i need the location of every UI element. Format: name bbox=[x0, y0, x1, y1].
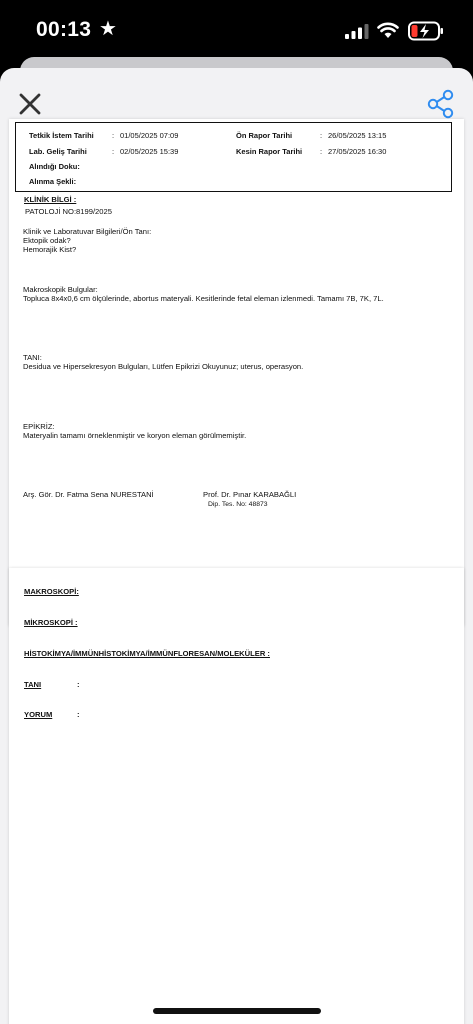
tetkik-value: 01/05/2025 07:09 bbox=[120, 131, 179, 140]
share-icon[interactable] bbox=[426, 89, 456, 119]
signal-icon bbox=[345, 24, 369, 39]
report-header-box bbox=[15, 122, 452, 192]
home-indicator[interactable] bbox=[153, 1008, 321, 1014]
report-page-2 bbox=[9, 568, 464, 1024]
tani-text: Desidua ve Hipersekresyon Bulguları, Lütfen Epikrizi Okuyunuz; uterus, operasyon. bbox=[23, 362, 304, 371]
colon: : bbox=[77, 710, 80, 719]
klinik-line-1: Ektopik odak? bbox=[23, 236, 71, 245]
makro-text: Topluca 8x4x0,6 cm ölçülerinde, abortus materyali. Kesitlerinde fetal eleman izlenmedi. Tamamı 7B, 7K, 7L. bbox=[23, 294, 384, 303]
tani-2-label: TANI bbox=[24, 680, 42, 689]
signer-2: Prof. Dr. Pınar KARABAĞLI bbox=[203, 490, 297, 499]
doku-label: Alındığı Doku: bbox=[29, 162, 80, 171]
colon: : bbox=[77, 680, 80, 689]
sekli-label: Alınma Şekli: bbox=[29, 177, 77, 186]
signer-1: Arş. Gör. Dr. Fatma Sena NURESTANİ bbox=[23, 490, 154, 499]
colon: : bbox=[320, 131, 323, 140]
colon: : bbox=[112, 131, 115, 140]
tetkik-label: Tetkik İstem Tarihi bbox=[29, 131, 94, 140]
lab-label: Lab. Geliş Tarihi bbox=[29, 147, 87, 156]
wifi-icon bbox=[377, 21, 399, 39]
makroskopi-label: MAKROSKOPİ: bbox=[24, 587, 79, 596]
colon: : bbox=[320, 147, 323, 156]
kesin-value: 27/05/2025 16:30 bbox=[328, 147, 387, 156]
patoloji-no: PATOLOJİ NO:8199/2025 bbox=[25, 207, 112, 216]
document-viewer-sheet bbox=[0, 68, 473, 1024]
epikriz-text: Materyalin tamamı örneklenmiştir ve koryon eleman görülmemiştir. bbox=[23, 431, 247, 440]
klinik-lab-label: Klinik ve Laboratuvar Bilgileri/Ön Tanı: bbox=[23, 227, 152, 236]
klinik-bilgi-label: KLİNİK BİLGİ : bbox=[24, 195, 77, 204]
star-icon: ★ bbox=[99, 18, 117, 40]
on-rapor-label: Ön Rapor Tarihi bbox=[236, 131, 293, 140]
status-bar bbox=[0, 0, 473, 62]
lab-value: 02/05/2025 15:39 bbox=[120, 147, 179, 156]
makro-label: Makroskopik Bulgular: bbox=[23, 285, 98, 294]
kesin-label: Kesin Rapor Tarihi bbox=[236, 147, 303, 156]
klinik-line-2: Hemorajik Kist? bbox=[23, 245, 77, 254]
close-icon[interactable] bbox=[18, 92, 42, 116]
report-page-1 bbox=[9, 119, 464, 626]
colon: : bbox=[112, 147, 115, 156]
status-time: 00:13 bbox=[36, 18, 92, 41]
tani-label: TANI: bbox=[23, 353, 42, 362]
histo-label: HİSTOKİMYA/İMMÜNHİSTOKİMYA/İMMÜNFLORESAN/MOLEKÜLER : bbox=[24, 649, 270, 658]
battery-charging-icon bbox=[408, 21, 444, 41]
epikriz-label: EPİKRİZ: bbox=[23, 422, 55, 431]
yorum-label: YORUM bbox=[24, 710, 53, 719]
mikroskopi-label: MİKROSKOPİ : bbox=[24, 618, 78, 627]
on-rapor-value: 26/05/2025 13:15 bbox=[328, 131, 387, 140]
signer-2-dip: Dip. Tes. No: 48873 bbox=[208, 501, 268, 508]
